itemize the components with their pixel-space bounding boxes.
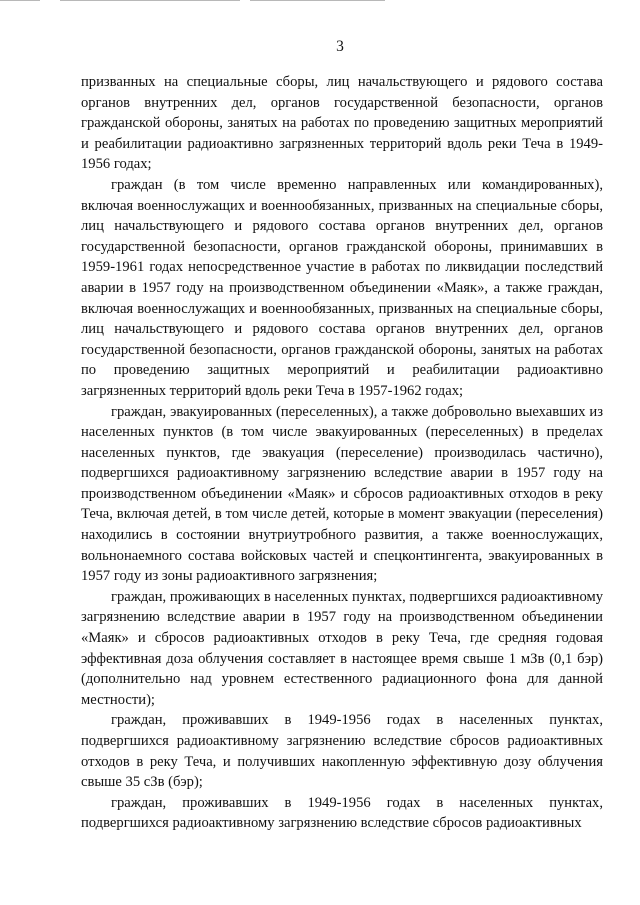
paragraph: граждан, проживавших в 1949-1956 годах в населенных пунктах, подвергшихся радиоактивному загрязнению вследствие сбросов радиоактивных (81, 794, 603, 832)
paragraph: граждан, проживавших в 1949-1956 годах в населенных пунктах, подвергшихся радиоактивному загрязнению вследствие сбросов радиоактивных отходов в реку Теча, и получивших накопленную эффективную дозу облучения свыше 35 сЗв (бэр); (81, 712, 603, 791)
paragraph: граждан, эвакуированных (переселенных), а также добровольно выехавших из населенных пунктов (в том числе эвакуированных (переселенных) в пределах населенных пунктов, где эвакуация (переселение) производилась частично), подвергшихся радиоактивному загрязнению вследствие аварии в 1957 году на производственном объединении «Маяк» и сбросов радиоактивных отходов в реку Теча, включая детей, в том числе детей, которые в момент эвакуации (переселения) находились в состоянии внутриутробного развития, а также военнослужащих, вольнонаемного состава войсковых частей и спецконтингента, эвакуированных в 1957 году из зоны радиоактивного загрязнения; (81, 403, 603, 585)
page-number: 3 (336, 38, 344, 55)
paragraph: граждан (в том числе временно направленных или командированных), включая военнослужащих и военнообязанных, призванных на специальные сборы, лиц начальствующего и рядового состава органов внутренних дел, органов государственной безопасности, органов гражданской обороны, принимавших в 1959-1961 годах непосредственное участие в работах по ликвидации последствий аварии в 1957 году на производственном объединении «Маяк», а также граждан, включая военнослужащих и военнообязанных, призванных на специальные сборы, лиц начальствующего и рядового состава органов внутренних дел, органов государственной безопасности, органов гражданской обороны, занятых на работах по проведению защитных мероприятий и реабилитации радиоактивно загрязненных территорий вдоль реки Теча в 1957-1962 годах; (81, 176, 603, 399)
paragraph: граждан, проживающих в населенных пунктах, подвергшихся радиоактивному загрязнению вследствие аварии в 1957 году на производственном объединении «Маяк» и сбросов радиоактивных отходов в реку Теча, где средняя годовая эффективная доза облучения составляет в настоящее время свыше 1 мЗв (0,1 бэр) (дополнительно над уровнем естественного радиационного фона для данной местности); (81, 588, 603, 708)
scan-top-edge (0, 0, 640, 2)
document-body (81, 72, 603, 834)
paragraph-continuation: призванных на специальные сборы, лиц начальствующего и рядового состава органов внутренних дел, органов государственной безопасности, органов гражданской обороны, занятых на работах по проведению защитных мероприятий и реабилитации радиоактивно загрязненных территорий вдоль реки Теча в 1949-1956 годах; (81, 74, 603, 173)
